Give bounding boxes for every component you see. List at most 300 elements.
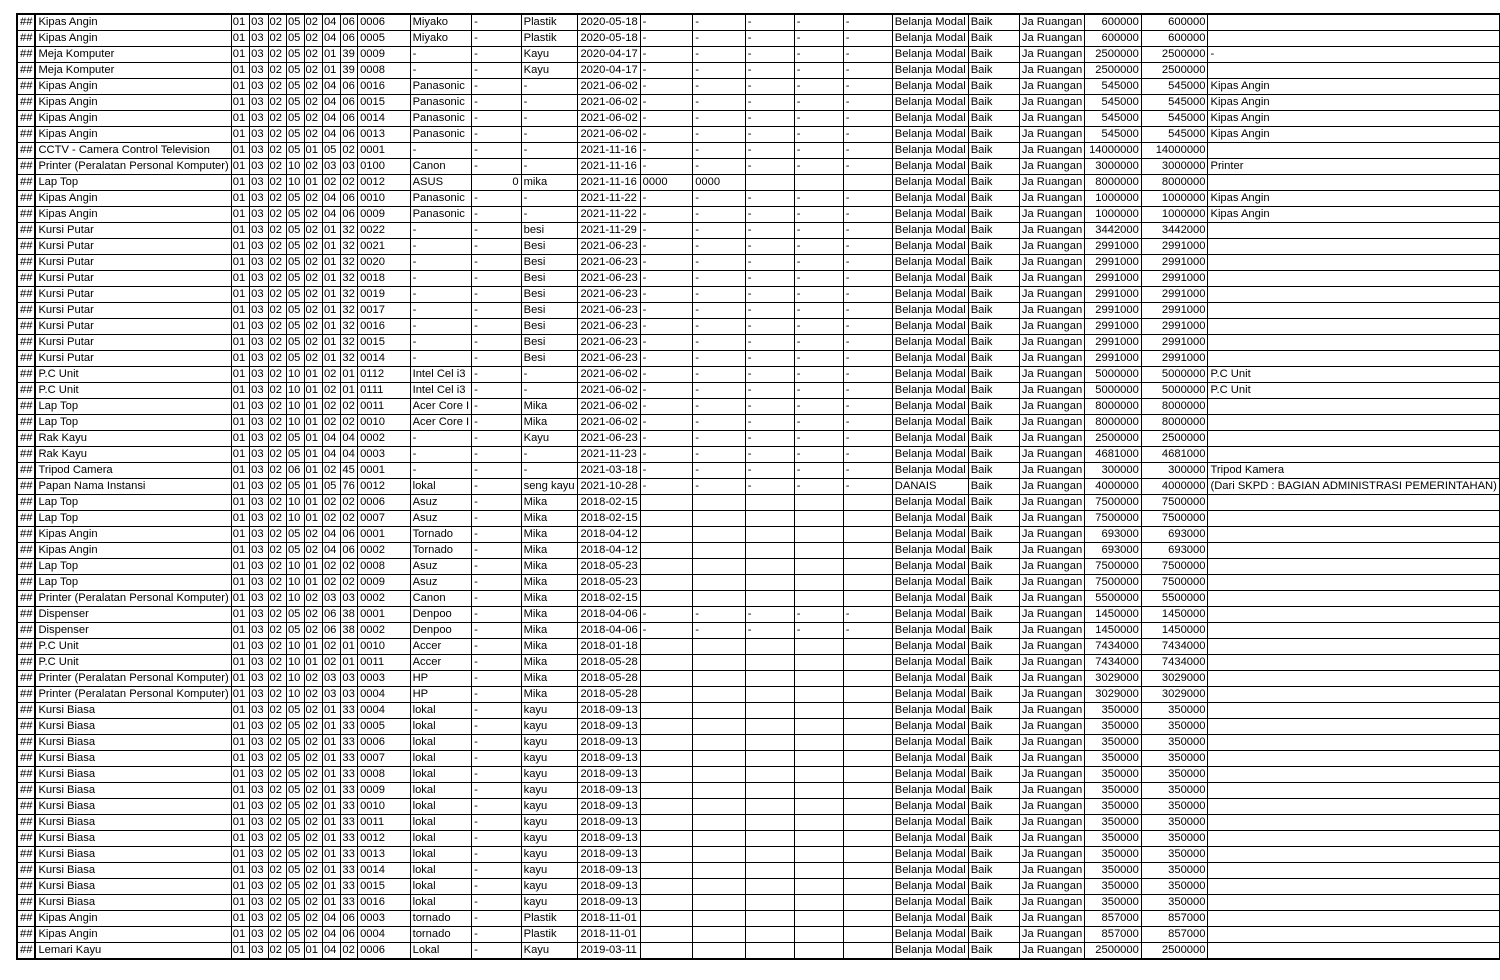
- cell-kode-4: 10: [286, 639, 304, 655]
- cell-merk: -: [410, 143, 472, 159]
- cell-no-bpkb: -: [843, 223, 892, 239]
- cell-kondisi: Baik: [968, 943, 1019, 960]
- cell-kode-6: 06: [322, 623, 340, 639]
- cell-asal-usul: Belanja Modal: [892, 607, 968, 623]
- cell-kode-6: 01: [322, 815, 340, 831]
- cell-kode-7: 38: [341, 607, 358, 623]
- cell-kode-3: 02: [268, 63, 286, 79]
- cell-kode-3: 02: [268, 687, 286, 703]
- cell-kode-1: 01: [231, 14, 249, 31]
- cell-no-bpkb: -: [843, 479, 892, 495]
- cell-nilai: 350000: [1141, 879, 1208, 895]
- cell-ruangan: Ja Ruangan: [1019, 831, 1084, 847]
- cell-no-mesin: [745, 495, 794, 511]
- cell-nama-barang: Kursi Biasa: [35, 815, 231, 831]
- cell-ruangan: Ja Ruangan: [1019, 111, 1084, 127]
- cell-kode-1: 01: [231, 895, 249, 911]
- cell-ruangan: Ja Ruangan: [1019, 447, 1084, 463]
- cell-kode-4: 05: [286, 47, 304, 63]
- cell-no-rangka: -: [693, 127, 746, 143]
- cell-register: 0014: [358, 111, 411, 127]
- cell-kode-6: 01: [322, 831, 340, 847]
- cell-kode-4: 10: [286, 591, 304, 607]
- cell-kode-1: 01: [231, 127, 249, 143]
- cell-asal-usul: Belanja Modal: [892, 14, 968, 31]
- cell-ruangan: Ja Ruangan: [1019, 559, 1084, 575]
- cell-no-polisi: [794, 719, 843, 735]
- cell-tahun: 2018-09-13: [578, 767, 640, 783]
- cell-kondisi: Baik: [968, 799, 1019, 815]
- cell-tahun: 2021-06-23: [578, 335, 640, 351]
- cell-tahun: 2021-11-23: [578, 447, 640, 463]
- cell-tahun: 2020-05-18: [578, 14, 640, 31]
- cell-kode-4: 05: [286, 735, 304, 751]
- cell-bahan: Mika: [521, 399, 578, 415]
- cell-kode-3: 02: [268, 31, 286, 47]
- cell-no-rangka: [693, 719, 746, 735]
- cell-no: ##: [17, 639, 35, 655]
- cell-register: 0001: [358, 607, 411, 623]
- cell-kode-3: 02: [268, 303, 286, 319]
- cell-no: ##: [17, 47, 35, 63]
- cell-ruangan: Ja Ruangan: [1019, 63, 1084, 79]
- cell-register: 0100: [358, 159, 411, 175]
- cell-keterangan: [1208, 287, 1500, 303]
- cell-tahun: 2018-09-13: [578, 703, 640, 719]
- cell-tahun: 2018-05-23: [578, 575, 640, 591]
- cell-kode-3: 02: [268, 463, 286, 479]
- cell-bahan: Mika: [521, 543, 578, 559]
- cell-tahun: 2019-03-11: [578, 943, 640, 960]
- cell-kode-6: 03: [322, 591, 340, 607]
- cell-ukuran: -: [472, 255, 521, 271]
- cell-tahun: 2021-06-23: [578, 319, 640, 335]
- cell-asal-usul: Belanja Modal: [892, 591, 968, 607]
- cell-kode-5: 02: [304, 623, 322, 639]
- cell-kode-3: 02: [268, 399, 286, 415]
- cell-keterangan: [1208, 799, 1500, 815]
- cell-nama-barang: Kursi Putar: [35, 239, 231, 255]
- cell-harga: 1000000: [1085, 191, 1142, 207]
- cell-no-rangka: -: [693, 111, 746, 127]
- cell-kode-3: 02: [268, 223, 286, 239]
- cell-no-polisi: -: [794, 463, 843, 479]
- cell-no-pabrik: -: [640, 111, 693, 127]
- cell-kode-2: 03: [250, 415, 268, 431]
- table-row: [17, 735, 1500, 751]
- cell-merk: lokal: [410, 879, 472, 895]
- cell-ukuran: -: [472, 383, 521, 399]
- cell-kode-4: 10: [286, 687, 304, 703]
- cell-ruangan: Ja Ruangan: [1019, 431, 1084, 447]
- cell-kode-7: 01: [341, 655, 358, 671]
- cell-bahan: kayu: [521, 703, 578, 719]
- cell-harga: 857000: [1085, 927, 1142, 943]
- cell-kondisi: Baik: [968, 735, 1019, 751]
- cell-nama-barang: Meja Komputer: [35, 63, 231, 79]
- cell-no-rangka: -: [693, 159, 746, 175]
- cell-tahun: 2021-11-16: [578, 159, 640, 175]
- cell-ukuran: -: [472, 703, 521, 719]
- cell-no-pabrik: -: [640, 623, 693, 639]
- cell-kode-4: 10: [286, 511, 304, 527]
- cell-no-rangka: -: [693, 143, 746, 159]
- cell-harga: 14000000: [1085, 143, 1142, 159]
- cell-kondisi: Baik: [968, 47, 1019, 63]
- cell-kode-3: 02: [268, 383, 286, 399]
- cell-kode-1: 01: [231, 111, 249, 127]
- cell-asal-usul: Belanja Modal: [892, 623, 968, 639]
- cell-register: 0005: [358, 31, 411, 47]
- cell-tahun: 2021-06-23: [578, 303, 640, 319]
- cell-merk: Panasonic: [410, 95, 472, 111]
- table-row: [17, 111, 1500, 127]
- table-row: [17, 623, 1500, 639]
- cell-kode-3: 02: [268, 14, 286, 31]
- cell-bahan: Mika: [521, 639, 578, 655]
- cell-no-mesin: -: [745, 111, 794, 127]
- cell-kode-7: 06: [341, 111, 358, 127]
- cell-ukuran: -: [472, 527, 521, 543]
- cell-no-mesin: [745, 847, 794, 863]
- cell-no-polisi: [794, 175, 843, 191]
- cell-nama-barang: Kipas Angin: [35, 927, 231, 943]
- cell-bahan: -: [521, 111, 578, 127]
- cell-tahun: 2020-04-17: [578, 47, 640, 63]
- cell-nama-barang: Dispenser: [35, 623, 231, 639]
- cell-no-mesin: -: [745, 239, 794, 255]
- cell-no-rangka: -: [693, 287, 746, 303]
- cell-harga: 5500000: [1085, 591, 1142, 607]
- cell-kode-5: 02: [304, 255, 322, 271]
- cell-kode-4: 10: [286, 175, 304, 191]
- cell-asal-usul: Belanja Modal: [892, 383, 968, 399]
- cell-kode-5: 01: [304, 175, 322, 191]
- cell-kode-2: 03: [250, 111, 268, 127]
- table-row: [17, 47, 1500, 63]
- cell-nama-barang: Kursi Putar: [35, 271, 231, 287]
- cell-no-mesin: [745, 943, 794, 960]
- cell-harga: 545000: [1085, 111, 1142, 127]
- cell-register: 0018: [358, 271, 411, 287]
- cell-kode-1: 01: [231, 351, 249, 367]
- cell-kode-6: 04: [322, 927, 340, 943]
- cell-kondisi: Baik: [968, 927, 1019, 943]
- cell-bahan: -: [521, 127, 578, 143]
- cell-asal-usul: Belanja Modal: [892, 911, 968, 927]
- cell-kode-4: 05: [286, 447, 304, 463]
- cell-no-polisi: [794, 863, 843, 879]
- cell-kode-4: 05: [286, 335, 304, 351]
- cell-bahan: Mika: [521, 559, 578, 575]
- cell-no-polisi: -: [794, 31, 843, 47]
- cell-no-mesin: -: [745, 127, 794, 143]
- cell-no-mesin: [745, 575, 794, 591]
- cell-no: ##: [17, 719, 35, 735]
- cell-no-bpkb: -: [843, 191, 892, 207]
- cell-ruangan: Ja Ruangan: [1019, 527, 1084, 543]
- cell-nama-barang: Kursi Putar: [35, 351, 231, 367]
- cell-no-polisi: -: [794, 79, 843, 95]
- cell-kode-6: 01: [322, 47, 340, 63]
- cell-merk: Panasonic: [410, 79, 472, 95]
- cell-tahun: 2018-05-28: [578, 687, 640, 703]
- cell-merk: Miyako: [410, 31, 472, 47]
- cell-kode-7: 06: [341, 127, 358, 143]
- cell-kode-1: 01: [231, 479, 249, 495]
- cell-ruangan: Ja Ruangan: [1019, 511, 1084, 527]
- cell-no: ##: [17, 239, 35, 255]
- cell-nama-barang: Printer (Peralatan Personal Komputer): [35, 591, 231, 607]
- cell-kode-5: 02: [304, 927, 322, 943]
- cell-kode-6: 04: [322, 111, 340, 127]
- cell-kode-6: 05: [322, 143, 340, 159]
- cell-no-polisi: -: [794, 335, 843, 351]
- cell-no: ##: [17, 543, 35, 559]
- cell-kode-6: 04: [322, 543, 340, 559]
- cell-merk: lokal: [410, 815, 472, 831]
- cell-no-polisi: [794, 639, 843, 655]
- table-row: [17, 767, 1500, 783]
- cell-no-mesin: [745, 511, 794, 527]
- cell-harga: 8000000: [1085, 399, 1142, 415]
- cell-kondisi: Baik: [968, 767, 1019, 783]
- cell-no-rangka: -: [693, 319, 746, 335]
- cell-no-mesin: [745, 655, 794, 671]
- cell-no-polisi: [794, 927, 843, 943]
- cell-nilai: 4681000: [1141, 447, 1208, 463]
- cell-no-mesin: -: [745, 303, 794, 319]
- cell-kode-2: 03: [250, 831, 268, 847]
- cell-keterangan: [1208, 735, 1500, 751]
- cell-no: ##: [17, 735, 35, 751]
- cell-harga: 2500000: [1085, 943, 1142, 960]
- cell-nilai: 3029000: [1141, 671, 1208, 687]
- cell-merk: -: [410, 239, 472, 255]
- cell-kode-2: 03: [250, 751, 268, 767]
- cell-no-bpkb: [843, 751, 892, 767]
- cell-no-pabrik: -: [640, 223, 693, 239]
- cell-register: 0005: [358, 719, 411, 735]
- inventory-table: [16, 13, 1500, 960]
- cell-no-polisi: [794, 767, 843, 783]
- table-row: [17, 14, 1500, 31]
- cell-kode-2: 03: [250, 175, 268, 191]
- cell-kondisi: Baik: [968, 863, 1019, 879]
- cell-nilai: 857000: [1141, 911, 1208, 927]
- cell-kode-3: 02: [268, 751, 286, 767]
- cell-bahan: -: [521, 383, 578, 399]
- cell-register: 0009: [358, 47, 411, 63]
- cell-kondisi: Baik: [968, 703, 1019, 719]
- cell-ruangan: Ja Ruangan: [1019, 591, 1084, 607]
- cell-kode-1: 01: [231, 591, 249, 607]
- cell-no-mesin: -: [745, 351, 794, 367]
- cell-kode-5: 02: [304, 79, 322, 95]
- cell-asal-usul: Belanja Modal: [892, 879, 968, 895]
- cell-keterangan: [1208, 351, 1500, 367]
- cell-kode-3: 02: [268, 911, 286, 927]
- cell-kode-3: 02: [268, 431, 286, 447]
- cell-merk: Asuz: [410, 559, 472, 575]
- cell-no-pabrik: [640, 559, 693, 575]
- cell-no-pabrik: [640, 687, 693, 703]
- cell-merk: Asuz: [410, 495, 472, 511]
- cell-tahun: 2018-04-12: [578, 543, 640, 559]
- cell-bahan: Mika: [521, 607, 578, 623]
- table-row: [17, 335, 1500, 351]
- cell-nama-barang: Rak Kayu: [35, 431, 231, 447]
- cell-nama-barang: Kipas Angin: [35, 95, 231, 111]
- cell-kode-5: 01: [304, 943, 322, 960]
- cell-no-polisi: [794, 943, 843, 960]
- cell-kode-4: 05: [286, 287, 304, 303]
- cell-no-polisi: -: [794, 351, 843, 367]
- cell-tahun: 2018-09-13: [578, 719, 640, 735]
- cell-bahan: Plastik: [521, 911, 578, 927]
- cell-merk: Asuz: [410, 575, 472, 591]
- cell-kode-7: 32: [341, 239, 358, 255]
- cell-harga: 857000: [1085, 911, 1142, 927]
- cell-kode-5: 01: [304, 463, 322, 479]
- cell-ruangan: Ja Ruangan: [1019, 751, 1084, 767]
- cell-asal-usul: Belanja Modal: [892, 447, 968, 463]
- cell-ruangan: Ja Ruangan: [1019, 159, 1084, 175]
- cell-ukuran: -: [472, 31, 521, 47]
- cell-nama-barang: Kursi Biasa: [35, 879, 231, 895]
- cell-kode-3: 02: [268, 47, 286, 63]
- cell-asal-usul: Belanja Modal: [892, 511, 968, 527]
- cell-ruangan: Ja Ruangan: [1019, 399, 1084, 415]
- cell-harga: 8000000: [1085, 175, 1142, 191]
- cell-register: 0015: [358, 879, 411, 895]
- cell-kondisi: Baik: [968, 687, 1019, 703]
- cell-no: ##: [17, 351, 35, 367]
- cell-no-pabrik: 0000: [640, 175, 693, 191]
- cell-harga: 350000: [1085, 815, 1142, 831]
- cell-kode-7: 01: [341, 639, 358, 655]
- cell-keterangan: [1208, 255, 1500, 271]
- cell-kode-7: 32: [341, 335, 358, 351]
- cell-kode-7: 32: [341, 287, 358, 303]
- cell-ruangan: Ja Ruangan: [1019, 303, 1084, 319]
- cell-kode-1: 01: [231, 623, 249, 639]
- cell-kode-3: 02: [268, 895, 286, 911]
- cell-asal-usul: Belanja Modal: [892, 271, 968, 287]
- cell-kode-2: 03: [250, 239, 268, 255]
- cell-no-mesin: -: [745, 287, 794, 303]
- cell-harga: 7500000: [1085, 559, 1142, 575]
- cell-no-rangka: 0000: [693, 175, 746, 191]
- cell-ruangan: Ja Ruangan: [1019, 367, 1084, 383]
- cell-tahun: 2018-05-23: [578, 559, 640, 575]
- cell-tahun: 2020-05-18: [578, 31, 640, 47]
- cell-ruangan: Ja Ruangan: [1019, 815, 1084, 831]
- cell-kode-1: 01: [231, 911, 249, 927]
- cell-kode-4: 05: [286, 879, 304, 895]
- table-row: [17, 63, 1500, 79]
- cell-no-rangka: -: [693, 479, 746, 495]
- table-row: [17, 719, 1500, 735]
- cell-bahan: kayu: [521, 719, 578, 735]
- cell-tahun: 2018-02-15: [578, 495, 640, 511]
- cell-register: 0006: [358, 735, 411, 751]
- cell-ruangan: Ja Ruangan: [1019, 543, 1084, 559]
- cell-no-pabrik: -: [640, 191, 693, 207]
- cell-kode-3: 02: [268, 799, 286, 815]
- cell-ruangan: Ja Ruangan: [1019, 335, 1084, 351]
- cell-kondisi: Baik: [968, 431, 1019, 447]
- cell-no-rangka: [693, 495, 746, 511]
- cell-keterangan: [1208, 719, 1500, 735]
- cell-keterangan: [1208, 527, 1500, 543]
- cell-tahun: 2021-06-23: [578, 351, 640, 367]
- cell-harga: 2500000: [1085, 431, 1142, 447]
- cell-no-rangka: -: [693, 95, 746, 111]
- cell-no-mesin: [745, 831, 794, 847]
- cell-no-pabrik: -: [640, 287, 693, 303]
- cell-kode-2: 03: [250, 159, 268, 175]
- cell-kode-2: 03: [250, 623, 268, 639]
- cell-kode-6: 06: [322, 607, 340, 623]
- cell-merk: -: [410, 63, 472, 79]
- cell-no: ##: [17, 559, 35, 575]
- cell-no-pabrik: [640, 543, 693, 559]
- cell-no: ##: [17, 655, 35, 671]
- cell-ukuran: -: [472, 831, 521, 847]
- cell-harga: 350000: [1085, 863, 1142, 879]
- cell-ruangan: Ja Ruangan: [1019, 495, 1084, 511]
- cell-kode-7: 01: [341, 367, 358, 383]
- cell-no: ##: [17, 223, 35, 239]
- cell-no-bpkb: -: [843, 623, 892, 639]
- cell-no-pabrik: [640, 831, 693, 847]
- cell-kode-2: 03: [250, 303, 268, 319]
- cell-kode-5: 01: [304, 655, 322, 671]
- cell-nama-barang: Kursi Biasa: [35, 703, 231, 719]
- cell-kondisi: Baik: [968, 63, 1019, 79]
- cell-no-rangka: -: [693, 399, 746, 415]
- cell-register: 0014: [358, 863, 411, 879]
- cell-nilai: 7500000: [1141, 511, 1208, 527]
- cell-keterangan: [1208, 863, 1500, 879]
- cell-asal-usul: Belanja Modal: [892, 799, 968, 815]
- cell-register: 0011: [358, 399, 411, 415]
- table-row: [17, 463, 1500, 479]
- cell-ukuran: -: [472, 895, 521, 911]
- cell-no: ##: [17, 671, 35, 687]
- cell-nilai: 2991000: [1141, 319, 1208, 335]
- cell-nilai: 350000: [1141, 863, 1208, 879]
- cell-kode-2: 03: [250, 351, 268, 367]
- cell-bahan: kayu: [521, 863, 578, 879]
- cell-no-bpkb: -: [843, 351, 892, 367]
- cell-kode-2: 03: [250, 223, 268, 239]
- cell-kode-7: 39: [341, 47, 358, 63]
- cell-no-polisi: -: [794, 63, 843, 79]
- cell-nilai: 3442000: [1141, 223, 1208, 239]
- cell-no: ##: [17, 383, 35, 399]
- cell-nama-barang: Kursi Biasa: [35, 735, 231, 751]
- cell-asal-usul: Belanja Modal: [892, 143, 968, 159]
- cell-harga: 1450000: [1085, 607, 1142, 623]
- table-row: [17, 863, 1500, 879]
- cell-kode-5: 02: [304, 47, 322, 63]
- cell-no-rangka: [693, 815, 746, 831]
- cell-ukuran: -: [472, 911, 521, 927]
- cell-kode-7: 33: [341, 703, 358, 719]
- cell-no: ##: [17, 799, 35, 815]
